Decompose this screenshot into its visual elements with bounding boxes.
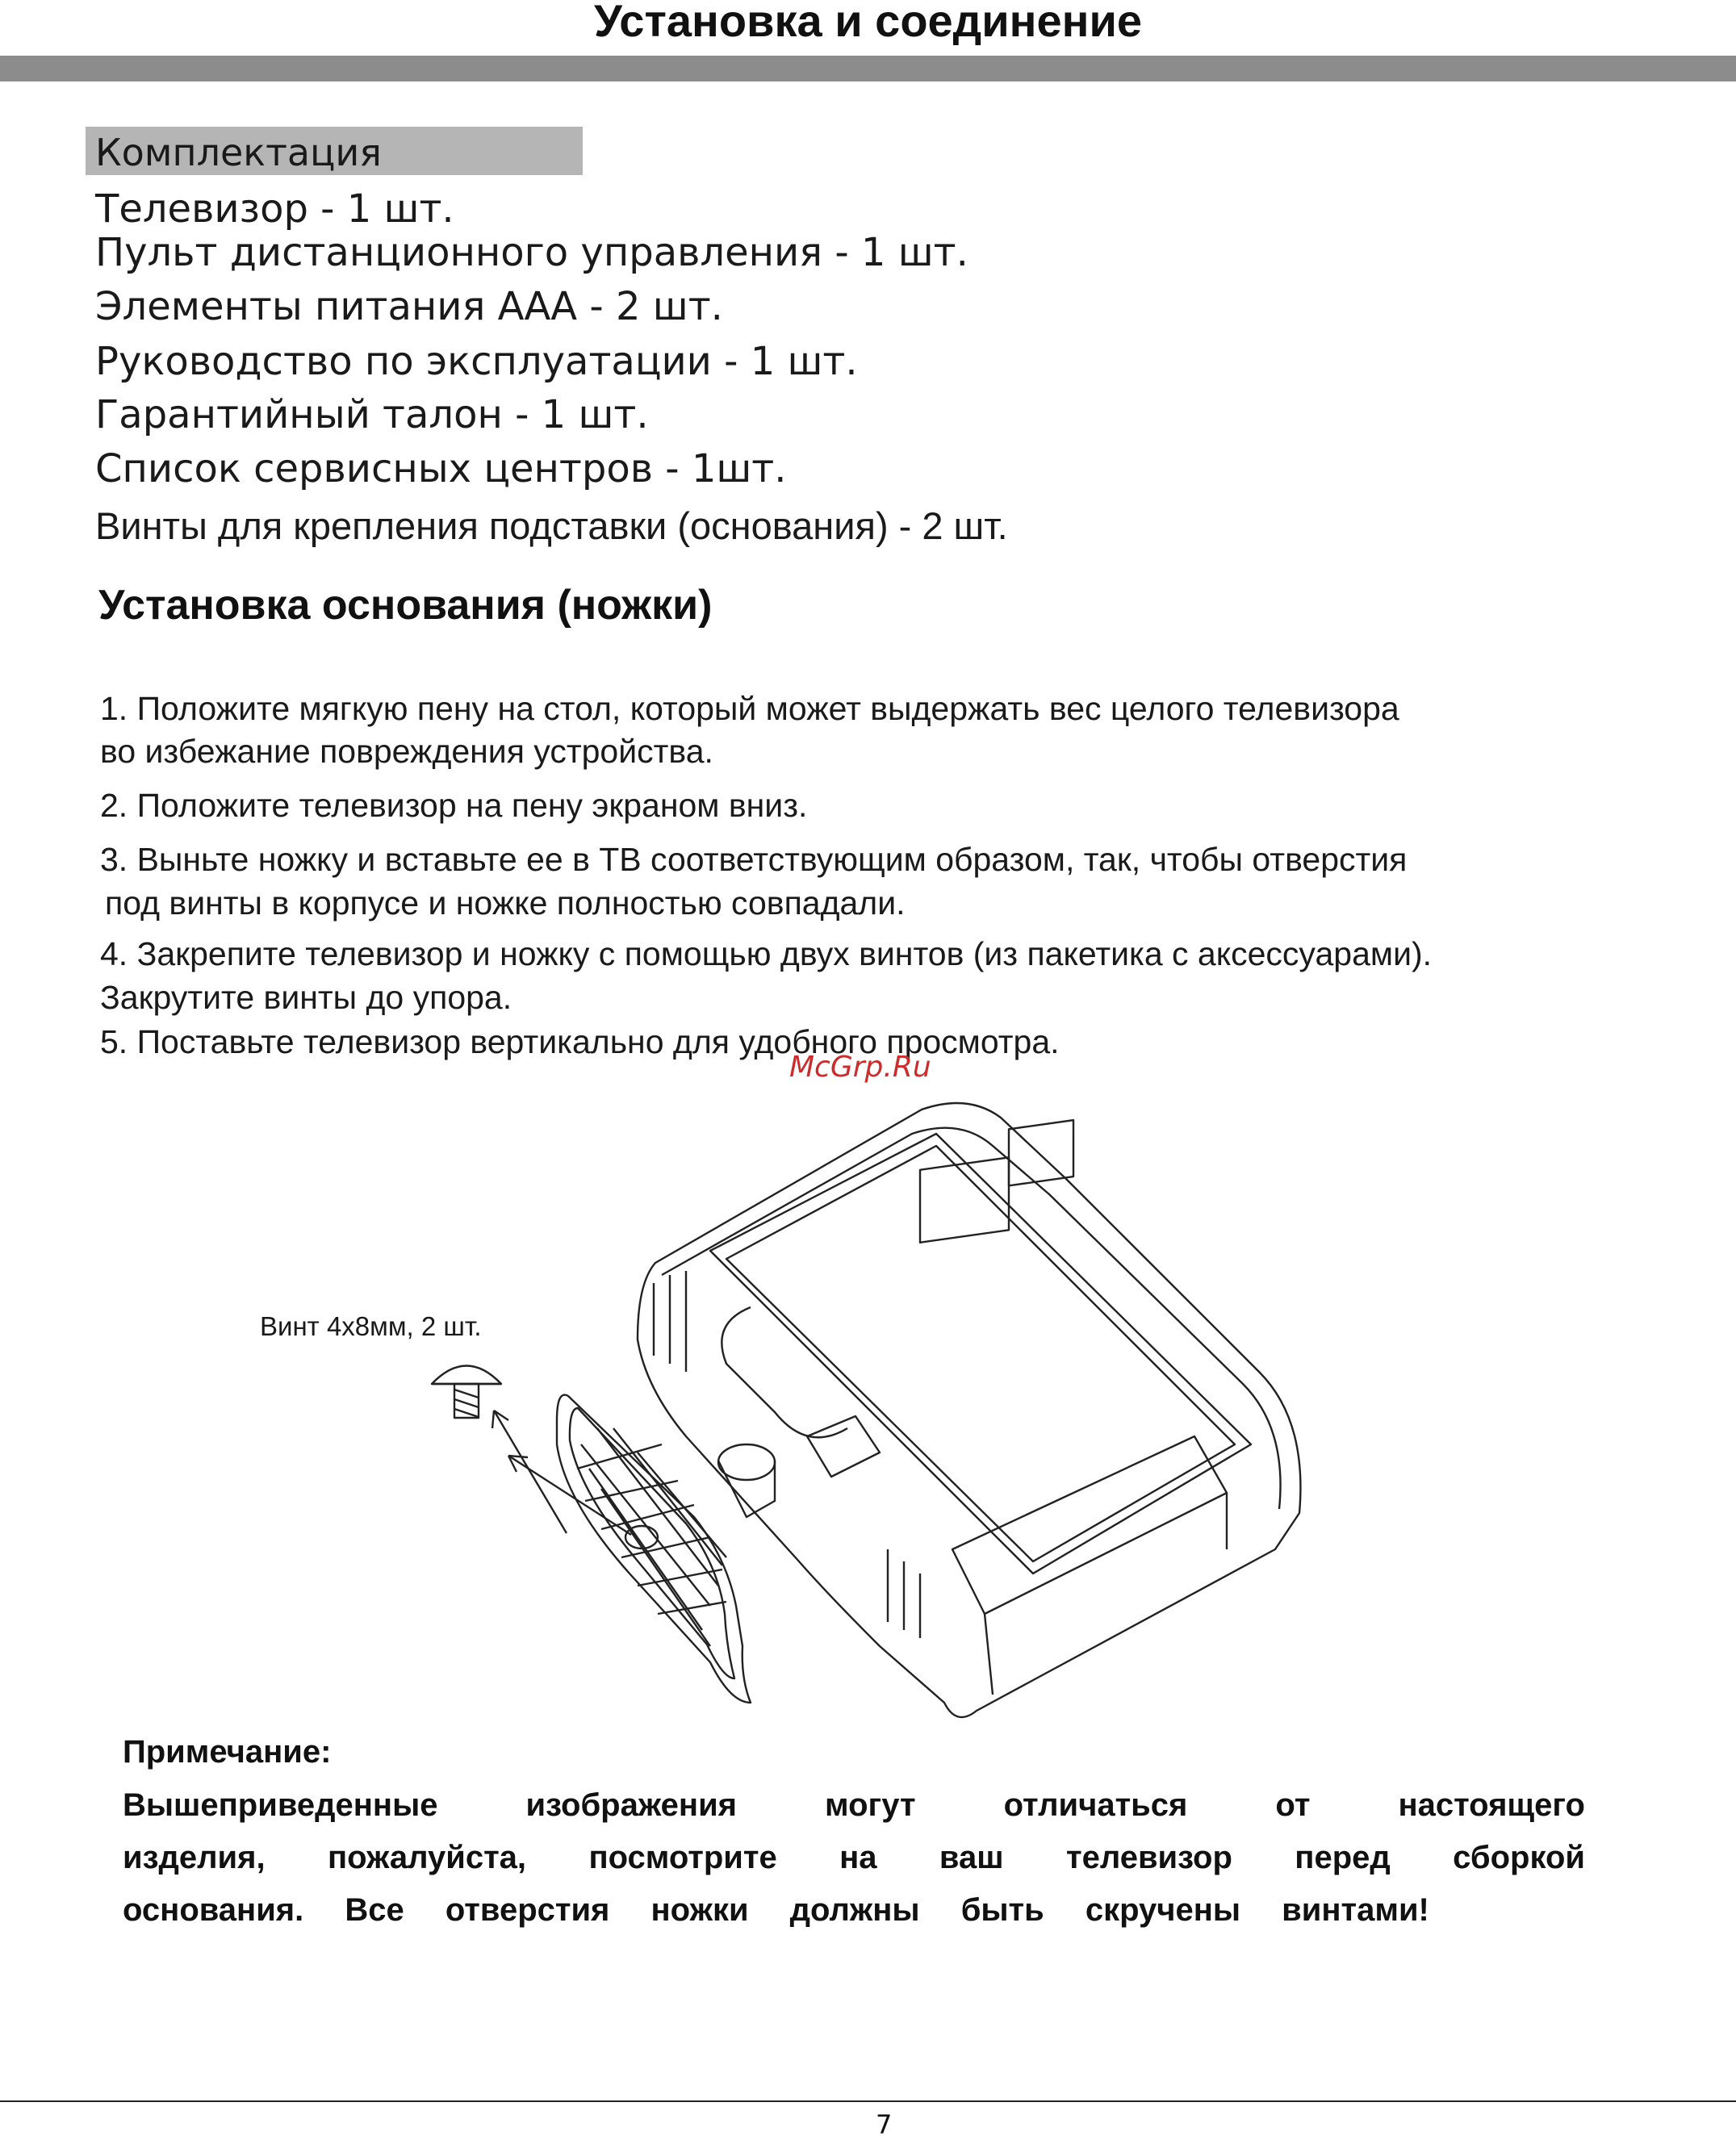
note-text: изделия, пожалуйста, посмотрите на ваш телевизор перед сборкой xyxy=(123,1840,1585,1875)
install-step-line: под винты в корпусе и ножке полностью совпадали. xyxy=(105,884,906,922)
page-title: Установка и соединение xyxy=(593,0,1143,46)
page-number: 7 xyxy=(876,2109,893,2140)
note-text: основания. Все отверстия ножки должны быть скручены винтами! xyxy=(123,1892,1429,1928)
note-text: Вышеприведенные изображения могут отличаться от настоящего xyxy=(123,1787,1585,1823)
stand-base-icon xyxy=(557,1395,751,1703)
install-step-line: 2. Положите телевизор на пену экраном вниз. xyxy=(100,787,808,824)
package-item: Список сервисных центров - 1шт. xyxy=(95,446,787,491)
package-item: Винты для крепления подставки (основания) - 2 шт. xyxy=(95,504,1008,547)
assembly-arrows-icon xyxy=(492,1411,631,1535)
package-item: Элементы питания ААА - 2 шт. xyxy=(95,284,723,329)
install-step-line: 4. Закрепите телевизор и ножку с помощью двух винтов (из пакетика с аксессуарами). xyxy=(100,935,1433,972)
footer-rule xyxy=(0,2100,1736,2102)
package-item: Гарантийный талон - 1 шт. xyxy=(95,392,649,437)
install-step-line: 3. Выньте ножку и вставьте ее в ТВ соответствующим образом, так, чтобы отверстия xyxy=(100,841,1408,878)
install-step-line: 5. Поставьте телевизор вертикально для удобного просмотра. xyxy=(100,1023,1060,1060)
screw-icon xyxy=(432,1366,501,1419)
install-step-line: во избежание повреждения устройства. xyxy=(100,733,713,770)
watermark: McGrp.Ru xyxy=(789,1051,931,1084)
install-heading: Установка основания (ножки) xyxy=(98,582,713,629)
package-item: Пульт дистанционного управления - 1 шт. xyxy=(95,230,968,275)
package-item: Руководство по эксплуатации - 1 шт. xyxy=(95,339,858,384)
screw-label: Винт 4х8мм, 2 шт. xyxy=(260,1311,482,1341)
package-item: Телевизор - 1 шт. xyxy=(95,186,454,232)
install-step-line: Закрутите винты до упора. xyxy=(100,979,512,1016)
install-step-line: 1. Положите мягкую пену на стол, который может выдержать вес целого телевизора xyxy=(100,690,1399,727)
tv-back-icon xyxy=(638,1103,1300,1717)
package-heading: Комплектация xyxy=(95,131,382,174)
note-title: Примечание: xyxy=(123,1734,332,1770)
